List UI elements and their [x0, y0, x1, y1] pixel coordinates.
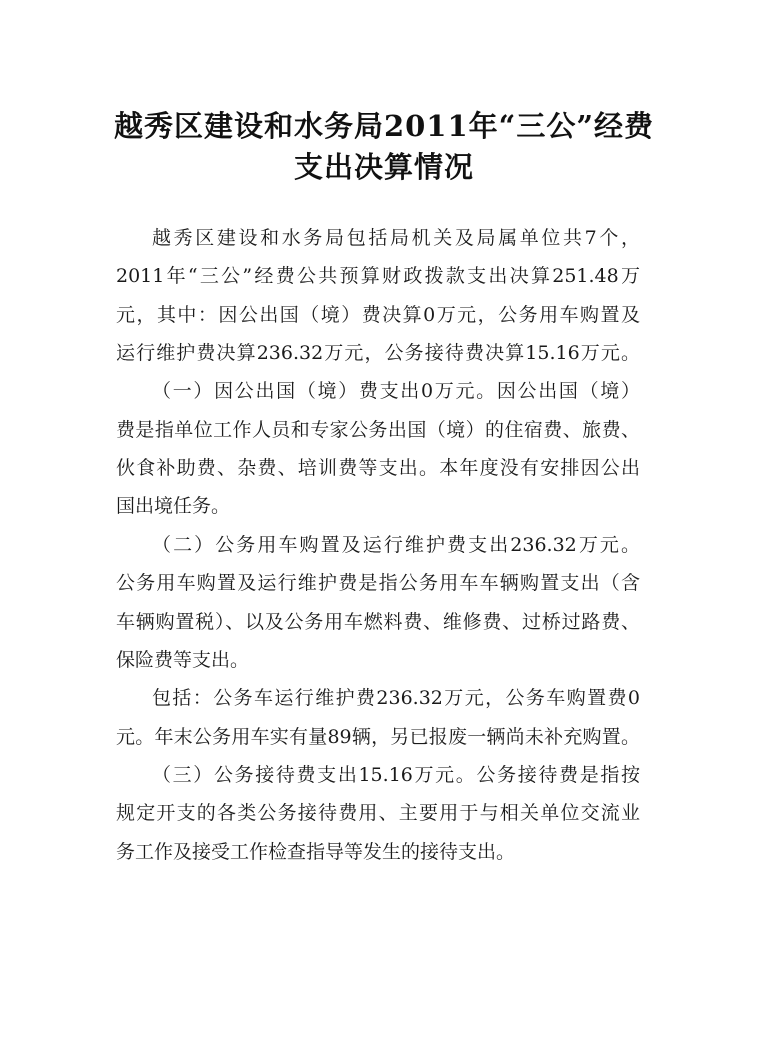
section-2-line-2: 公务用车购置及运行维护费是指公务用车车辆购置支出（含	[116, 572, 640, 594]
paragraph-1-line-3: 元，其中：因公出国（境）费决算0万元，公务用车购置及	[116, 304, 640, 326]
section-1-line-3: 伙食补助费、杂费、培训费等支出。本年度没有安排因公出	[116, 457, 640, 479]
section-1-line-2: 费是指单位工作人员和专家公务出国（境）的住宿费、旅费、	[116, 419, 640, 441]
section-2-line-1: （二）公务用车购置及运行维护费支出236.32万元。	[152, 534, 640, 556]
section-1-line-1: （一）因公出国（境）费支出0万元。因公出国（境）	[152, 380, 640, 402]
section-1-line-4: 国出境任务。	[116, 495, 231, 517]
document-title-line-2: 支出决算情况	[293, 150, 474, 184]
paragraph-1-line-4: 运行维护费决算236.32万元，公务接待费决算15.16万元。	[116, 342, 640, 364]
section-3-line-2: 规定开支的各类公务接待费用、主要用于与相关单位交流业	[116, 802, 640, 824]
section-2-line-3: 车辆购置税）、以及公务用车燃料费、维修费、过桥过路费、	[116, 611, 640, 633]
section-2-detail-line-2: 元。年末公务用车实有量89辆，另已报废一辆尚未补充购置。	[116, 726, 640, 748]
section-3-line-3: 务工作及接受工作检查指导等发生的接待支出。	[116, 841, 516, 863]
document-title-line-1: 越秀区建设和水务局2011年“三公”经费	[113, 109, 655, 143]
section-3-line-1: （三）公务接待费支出15.16万元。公务接待费是指按	[152, 764, 640, 786]
paragraph-1-line-2: 2011年“三公”经费公共预算财政拨款支出决算251.48万	[116, 265, 640, 287]
section-2-line-4: 保险费等支出。	[116, 649, 250, 671]
section-2-detail-line-1: 包括：公务车运行维护费236.32万元，公务车购置费0	[152, 687, 640, 709]
paragraph-1-line-1: 越秀区建设和水务局包括局机关及局属单位共7个，	[152, 227, 640, 249]
